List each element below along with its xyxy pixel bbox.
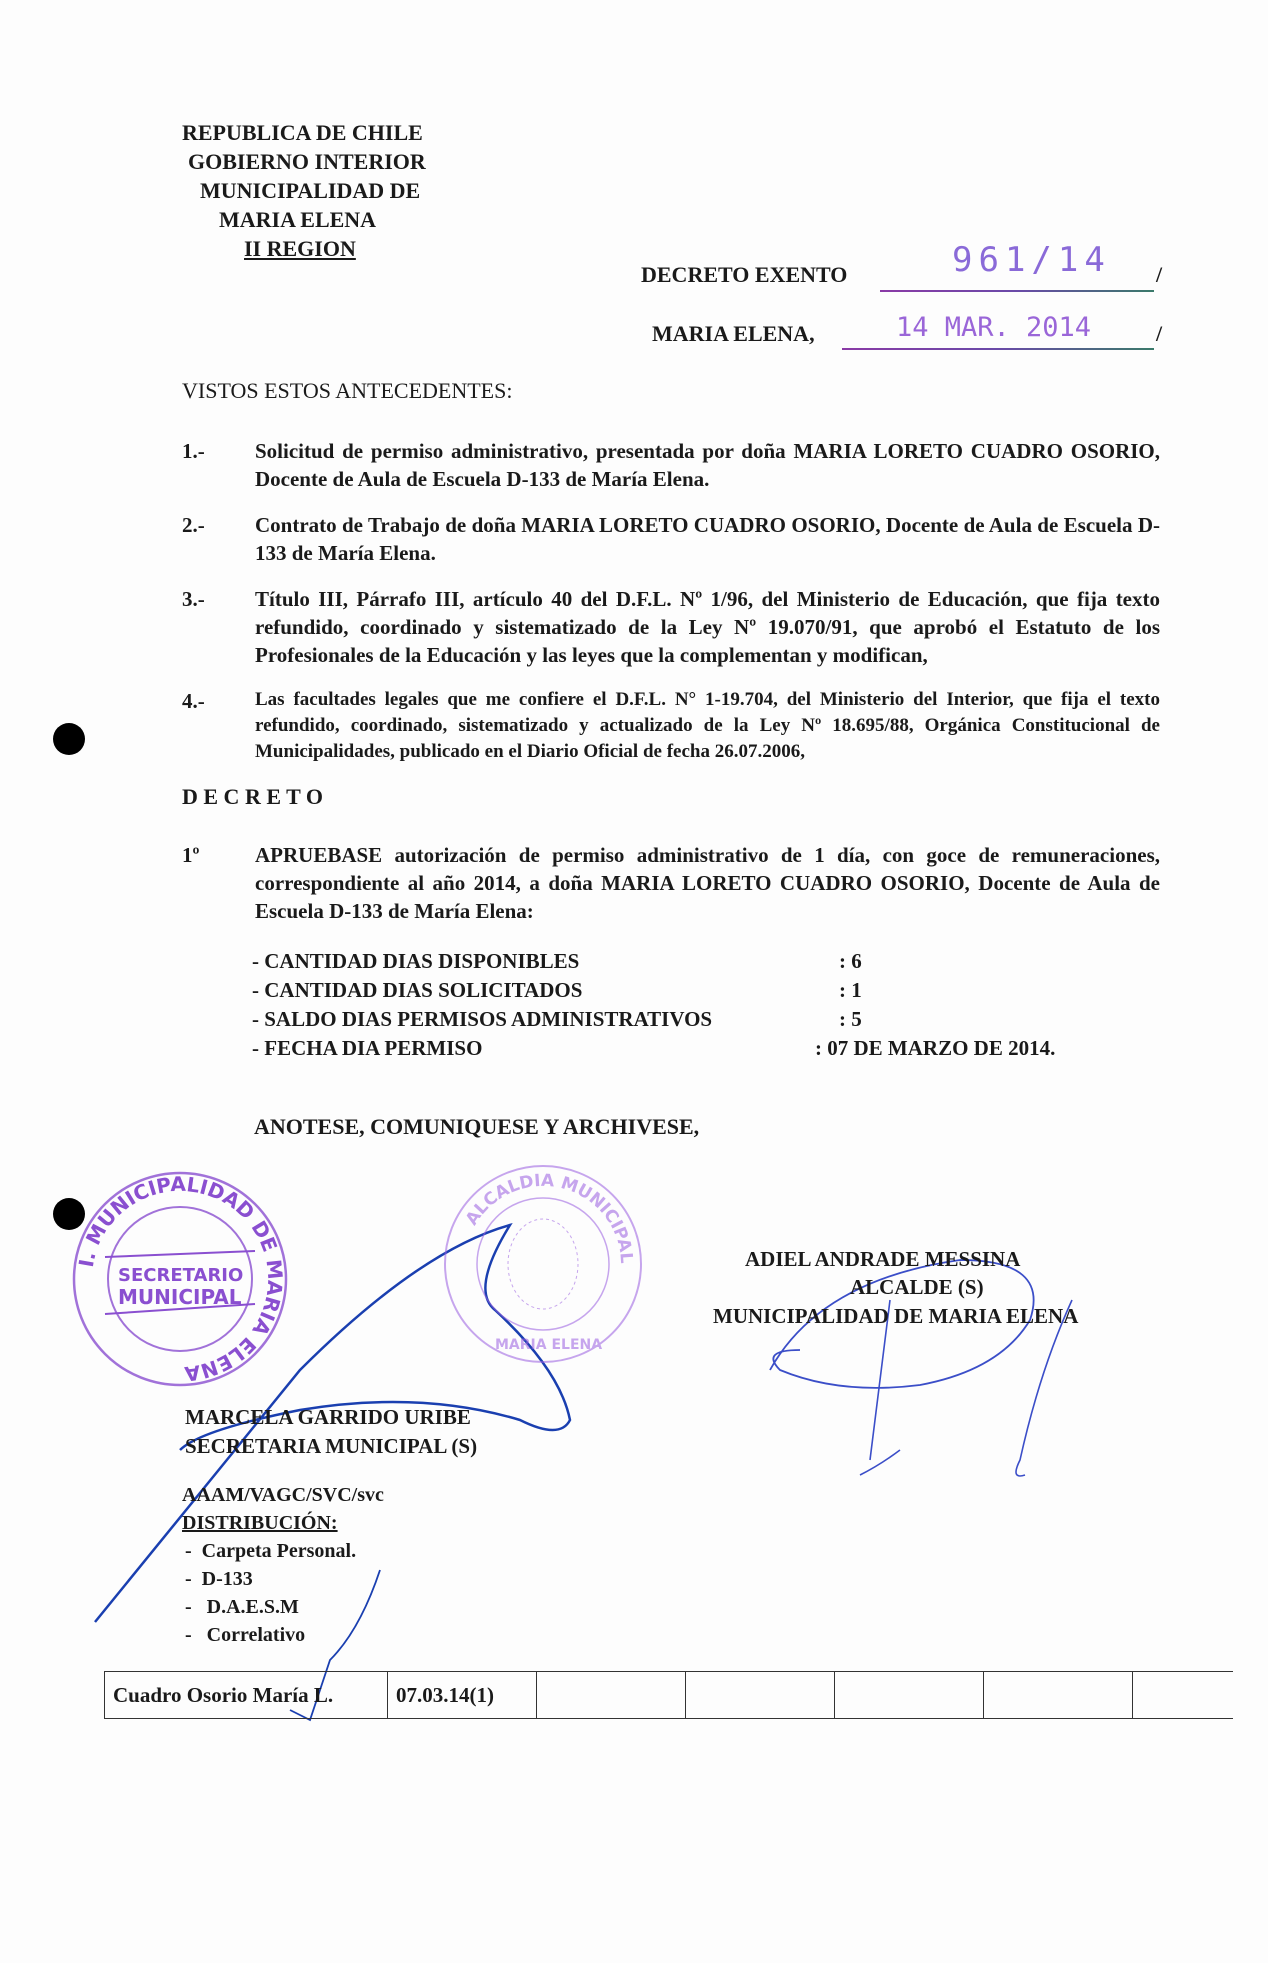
stamp-ring-text: I. MUNICIPALIDAD DE MARIA ELENA (73, 1171, 288, 1387)
article-text: APRUEBASE autorización de permiso administrativo de 1 día, con goce de remuneraciones, correspondiente al año 2014, a doña MARIA LORETO CUADRO OSORIO, Docente de Aula de Escuela D-133 de María Elena: (255, 843, 1160, 923)
header-line: II REGION (244, 236, 356, 261)
distribution-heading: DISTRIBUCIÓN: (182, 1512, 338, 1534)
vistos-item (182, 585, 1160, 669)
decree-label: DECRETO EXENTO (641, 262, 848, 287)
svg-text:ALCALDIA MUNICIPAL (462, 1171, 636, 1264)
signature-area (73, 1141, 1160, 1481)
stamp-ring-text: ALCALDIA MUNICIPAL (461, 1170, 637, 1265)
detail-label: - CANTIDAD DIAS DISPONIBLES (252, 949, 580, 973)
detail-label: - CANTIDAD DIAS SOLICITADOS (252, 978, 583, 1002)
control-table (104, 1671, 1233, 1719)
table-cell: Cuadro Osorio María L. (105, 1672, 388, 1719)
table-cell (984, 1672, 1133, 1719)
table-cell (686, 1672, 835, 1719)
distribution-item: - D.A.E.S.M (185, 1596, 299, 1618)
header-line: GOBIERNO INTERIOR (188, 149, 426, 174)
detail-label: - FECHA DIA PERMISO (252, 1036, 483, 1060)
vistos-item (182, 511, 1160, 567)
table-row (105, 1672, 1234, 1719)
mayor-name: ADIEL ANDRADE MESSINA (745, 1247, 1021, 1271)
slash: / (1156, 321, 1163, 346)
distribution-item: - D-133 (185, 1568, 253, 1590)
item-number: 3.- (182, 587, 205, 611)
decree-number: 961/14 (952, 240, 1111, 280)
mayor-org: MUNICIPALIDAD DE MARIA ELENA (713, 1304, 1079, 1328)
header-line: MARIA ELENA (219, 207, 377, 232)
secretary-title: SECRETARIA MUNICIPAL (S) (185, 1434, 478, 1458)
item-text: Título III, Párrafo III, artículo 40 del D.F.L. Nº 1/96, del Ministerio de Educación, que fija texto refundido, coordinado y sistematizado de la Ley Nº 19.070/91, que aprobó el Estatuto de los Profesionales de la Educación y las leyes que la complementan y modifican, (255, 587, 1160, 667)
stamp-bottom-text: MARIA ELENA (495, 1337, 603, 1353)
punch-hole (53, 723, 85, 755)
detail-value: : 6 (839, 949, 862, 973)
mayor-title: ALCALDE (S) (850, 1275, 984, 1299)
item-number: 4.- (182, 689, 205, 713)
initials: AAAM/VAGC/SVC/svc (182, 1484, 384, 1506)
stamp-center-text: MUNICIPAL (118, 1285, 242, 1309)
closing-text: ANOTESE, COMUNIQUESE Y ARCHIVESE, (254, 1114, 700, 1139)
article (182, 841, 1160, 925)
table-cell: 07.03.14(1) (388, 1672, 537, 1719)
detail-value: : 5 (839, 1007, 862, 1031)
document-body (73, 377, 1160, 1719)
detail-label: - SALDO DIAS PERMISOS ADMINISTRATIVOS (252, 1007, 713, 1031)
header-line: MUNICIPALIDAD DE (200, 178, 421, 203)
distribution-item: - Correlativo (185, 1624, 306, 1646)
slash: / (1156, 262, 1163, 287)
secretary-name: MARCELA GARRIDO URIBE (185, 1405, 471, 1429)
stamp-center-text: SECRETARIO (118, 1265, 244, 1286)
punch-hole (53, 1198, 85, 1230)
decreto-heading: D E C R E T O (182, 784, 324, 809)
date-stamp: 14 MAR. 2014 (896, 312, 1092, 343)
vistos-item (182, 687, 1160, 765)
item-text: Las facultades legales que me confiere el D.F.L. N° 1-19.704, del Ministerio del Interior, que fija el texto refundido, coordinado, sistematizado y actualizado de la Ley Nº 18.695/88, Orgánica Constitucional de Municipalidades, publicado en el Diario Oficial de fecha 26.07.2006, (255, 689, 1160, 762)
vistos-heading: VISTOS ESTOS ANTECEDENTES: (182, 378, 513, 403)
item-text: Solicitud de permiso administrativo, presentada por doña MARIA LORETO CUADRO OSORIO, Docente de Aula de Escuela D-133 de María Elena. (255, 439, 1160, 491)
article-number: 1º (182, 843, 200, 867)
item-number: 2.- (182, 513, 205, 537)
distribution-item: - Carpeta Personal. (185, 1540, 357, 1562)
table-cell (537, 1672, 686, 1719)
table-cell (835, 1672, 984, 1719)
item-text: Contrato de Trabajo de doña MARIA LORETO CUADRO OSORIO, Docente de Aula de Escuela D-133 de María Elena. (255, 513, 1160, 565)
secretary-stamp (70, 1169, 290, 1389)
header-line: REPUBLICA DE CHILE (182, 120, 423, 145)
footer (182, 1481, 1160, 1649)
mayor-stamp (440, 1161, 646, 1367)
permit-details (252, 947, 1160, 1063)
item-number: 1.- (182, 439, 205, 463)
place-label: MARIA ELENA, (652, 321, 815, 346)
detail-value: : 1 (839, 978, 862, 1002)
table-cell (1133, 1672, 1234, 1719)
vistos-item (182, 437, 1160, 493)
detail-value: : 07 DE MARZO DE 2014. (815, 1036, 1056, 1060)
